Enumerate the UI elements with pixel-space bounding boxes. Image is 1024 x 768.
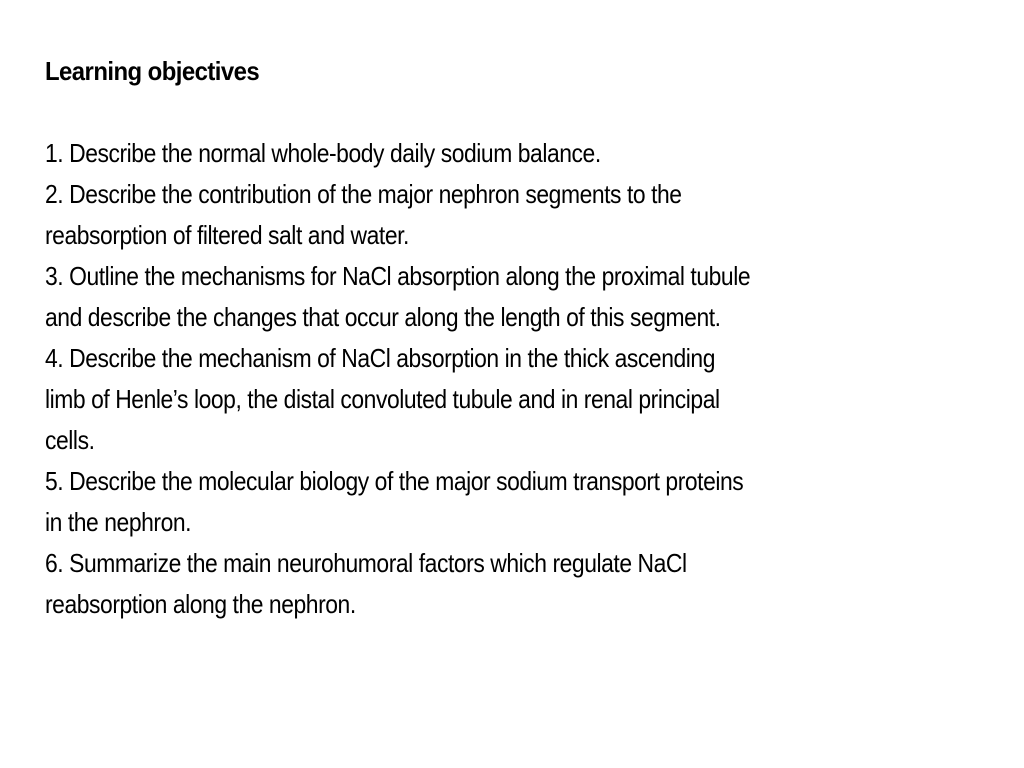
objective-item-4 [45,338,943,461]
objective-item-2 [45,174,943,256]
objective-item-6 [45,543,943,625]
objective-line: limb of Henle’s loop, the distal convoluted tubule and in renal principal [45,384,720,414]
objective-line: cells. [45,425,95,455]
objective-line: 1. Describe the normal whole-body daily sodium balance. [45,138,601,168]
objective-line: reabsorption of filtered salt and water. [45,220,409,250]
objective-line: 5. Describe the molecular biology of the major sodium transport proteins [45,466,744,496]
objective-line: 4. Describe the mechanism of NaCl absorption in the thick ascending [45,343,715,373]
objective-line: in the nephron. [45,507,192,537]
objective-line: and describe the changes that occur along the length of this segment. [45,302,721,332]
objective-item-5 [45,461,943,543]
objective-line: 2. Describe the contribution of the major nephron segments to the [45,179,682,209]
objective-line: 3. Outline the mechanisms for NaCl absorption along the proximal tubule [45,261,751,291]
objectives-list [45,133,943,625]
objective-line: reabsorption along the nephron. [45,589,356,619]
objective-item-3 [45,256,943,338]
slide-title: Learning objectives [45,56,260,86]
objective-line: 6. Summarize the main neurohumoral factors which regulate NaCl [45,548,687,578]
objective-item-1 [45,133,943,174]
